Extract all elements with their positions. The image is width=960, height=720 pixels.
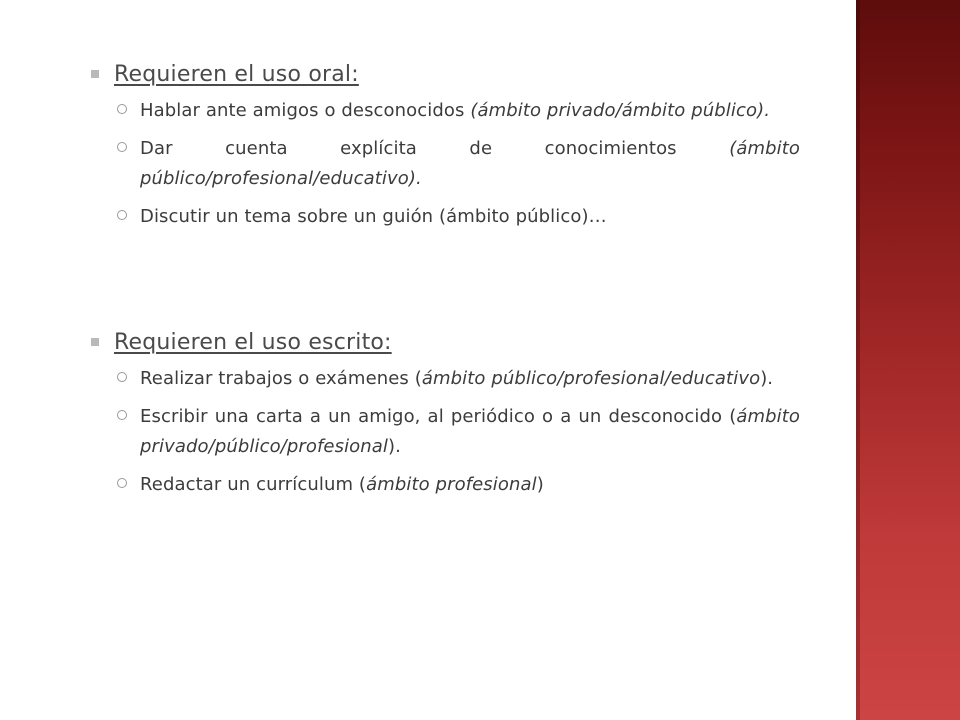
- circle-bullet-icon: [117, 104, 127, 114]
- section-heading-written: Requieren el uso escrito:: [114, 329, 392, 355]
- slide-content: [88, 56, 800, 508]
- item-main-text: Discutir un tema sobre un guión (ámbito público)…: [140, 206, 607, 227]
- oral-use-list: [88, 96, 800, 232]
- list-item-text: [140, 402, 800, 462]
- item-main-text: Redactar un currículum (: [140, 474, 367, 495]
- item-main-text: Hablar ante amigos o desconocidos: [140, 100, 471, 121]
- item-italic-note: ámbito privado/público/profesional: [140, 406, 800, 457]
- item-italic-note: ámbito profesional: [366, 474, 537, 495]
- item-italic-note: (ámbito privado/ámbito público).: [470, 100, 771, 121]
- section-heading-row: [88, 324, 800, 360]
- list-item: [88, 402, 800, 462]
- section-written-use: [88, 324, 800, 500]
- circle-bullet-icon: [117, 478, 127, 488]
- item-main-text: Dar cuenta explícita de conocimientos: [140, 138, 730, 159]
- list-item-text: [140, 134, 800, 194]
- item-italic-note: (ámbito público/profesional/educativo).: [140, 138, 800, 189]
- list-item-text: [140, 470, 800, 500]
- list-item: [88, 470, 800, 500]
- section-heading-row: [88, 56, 800, 92]
- list-item: [88, 134, 800, 194]
- decorative-side-band: [856, 0, 960, 720]
- item-main-text: Realizar trabajos o exámenes (: [140, 368, 422, 389]
- section-heading-oral: Requieren el uso oral:: [114, 61, 359, 87]
- list-item: [88, 202, 800, 232]
- square-bullet-icon: [91, 338, 99, 346]
- written-use-list: [88, 364, 800, 500]
- item-italic-note: ámbito público/profesional/educativo: [421, 368, 761, 389]
- list-item: [88, 364, 800, 394]
- circle-bullet-icon: [117, 410, 127, 420]
- square-bullet-icon: [91, 70, 99, 78]
- list-item-text: [140, 96, 800, 126]
- list-item: [88, 96, 800, 126]
- item-tail-text: ).: [760, 368, 774, 389]
- list-item-text: [140, 202, 800, 232]
- item-tail-text: ): [536, 474, 544, 495]
- circle-bullet-icon: [117, 210, 127, 220]
- list-item-text: [140, 364, 800, 394]
- item-tail-text: ).: [388, 436, 401, 457]
- item-main-text: Escribir una carta a un amigo, al periódico o a un desconocido (: [140, 406, 737, 427]
- circle-bullet-icon: [117, 372, 127, 382]
- section-oral-use: [88, 56, 800, 232]
- circle-bullet-icon: [117, 142, 127, 152]
